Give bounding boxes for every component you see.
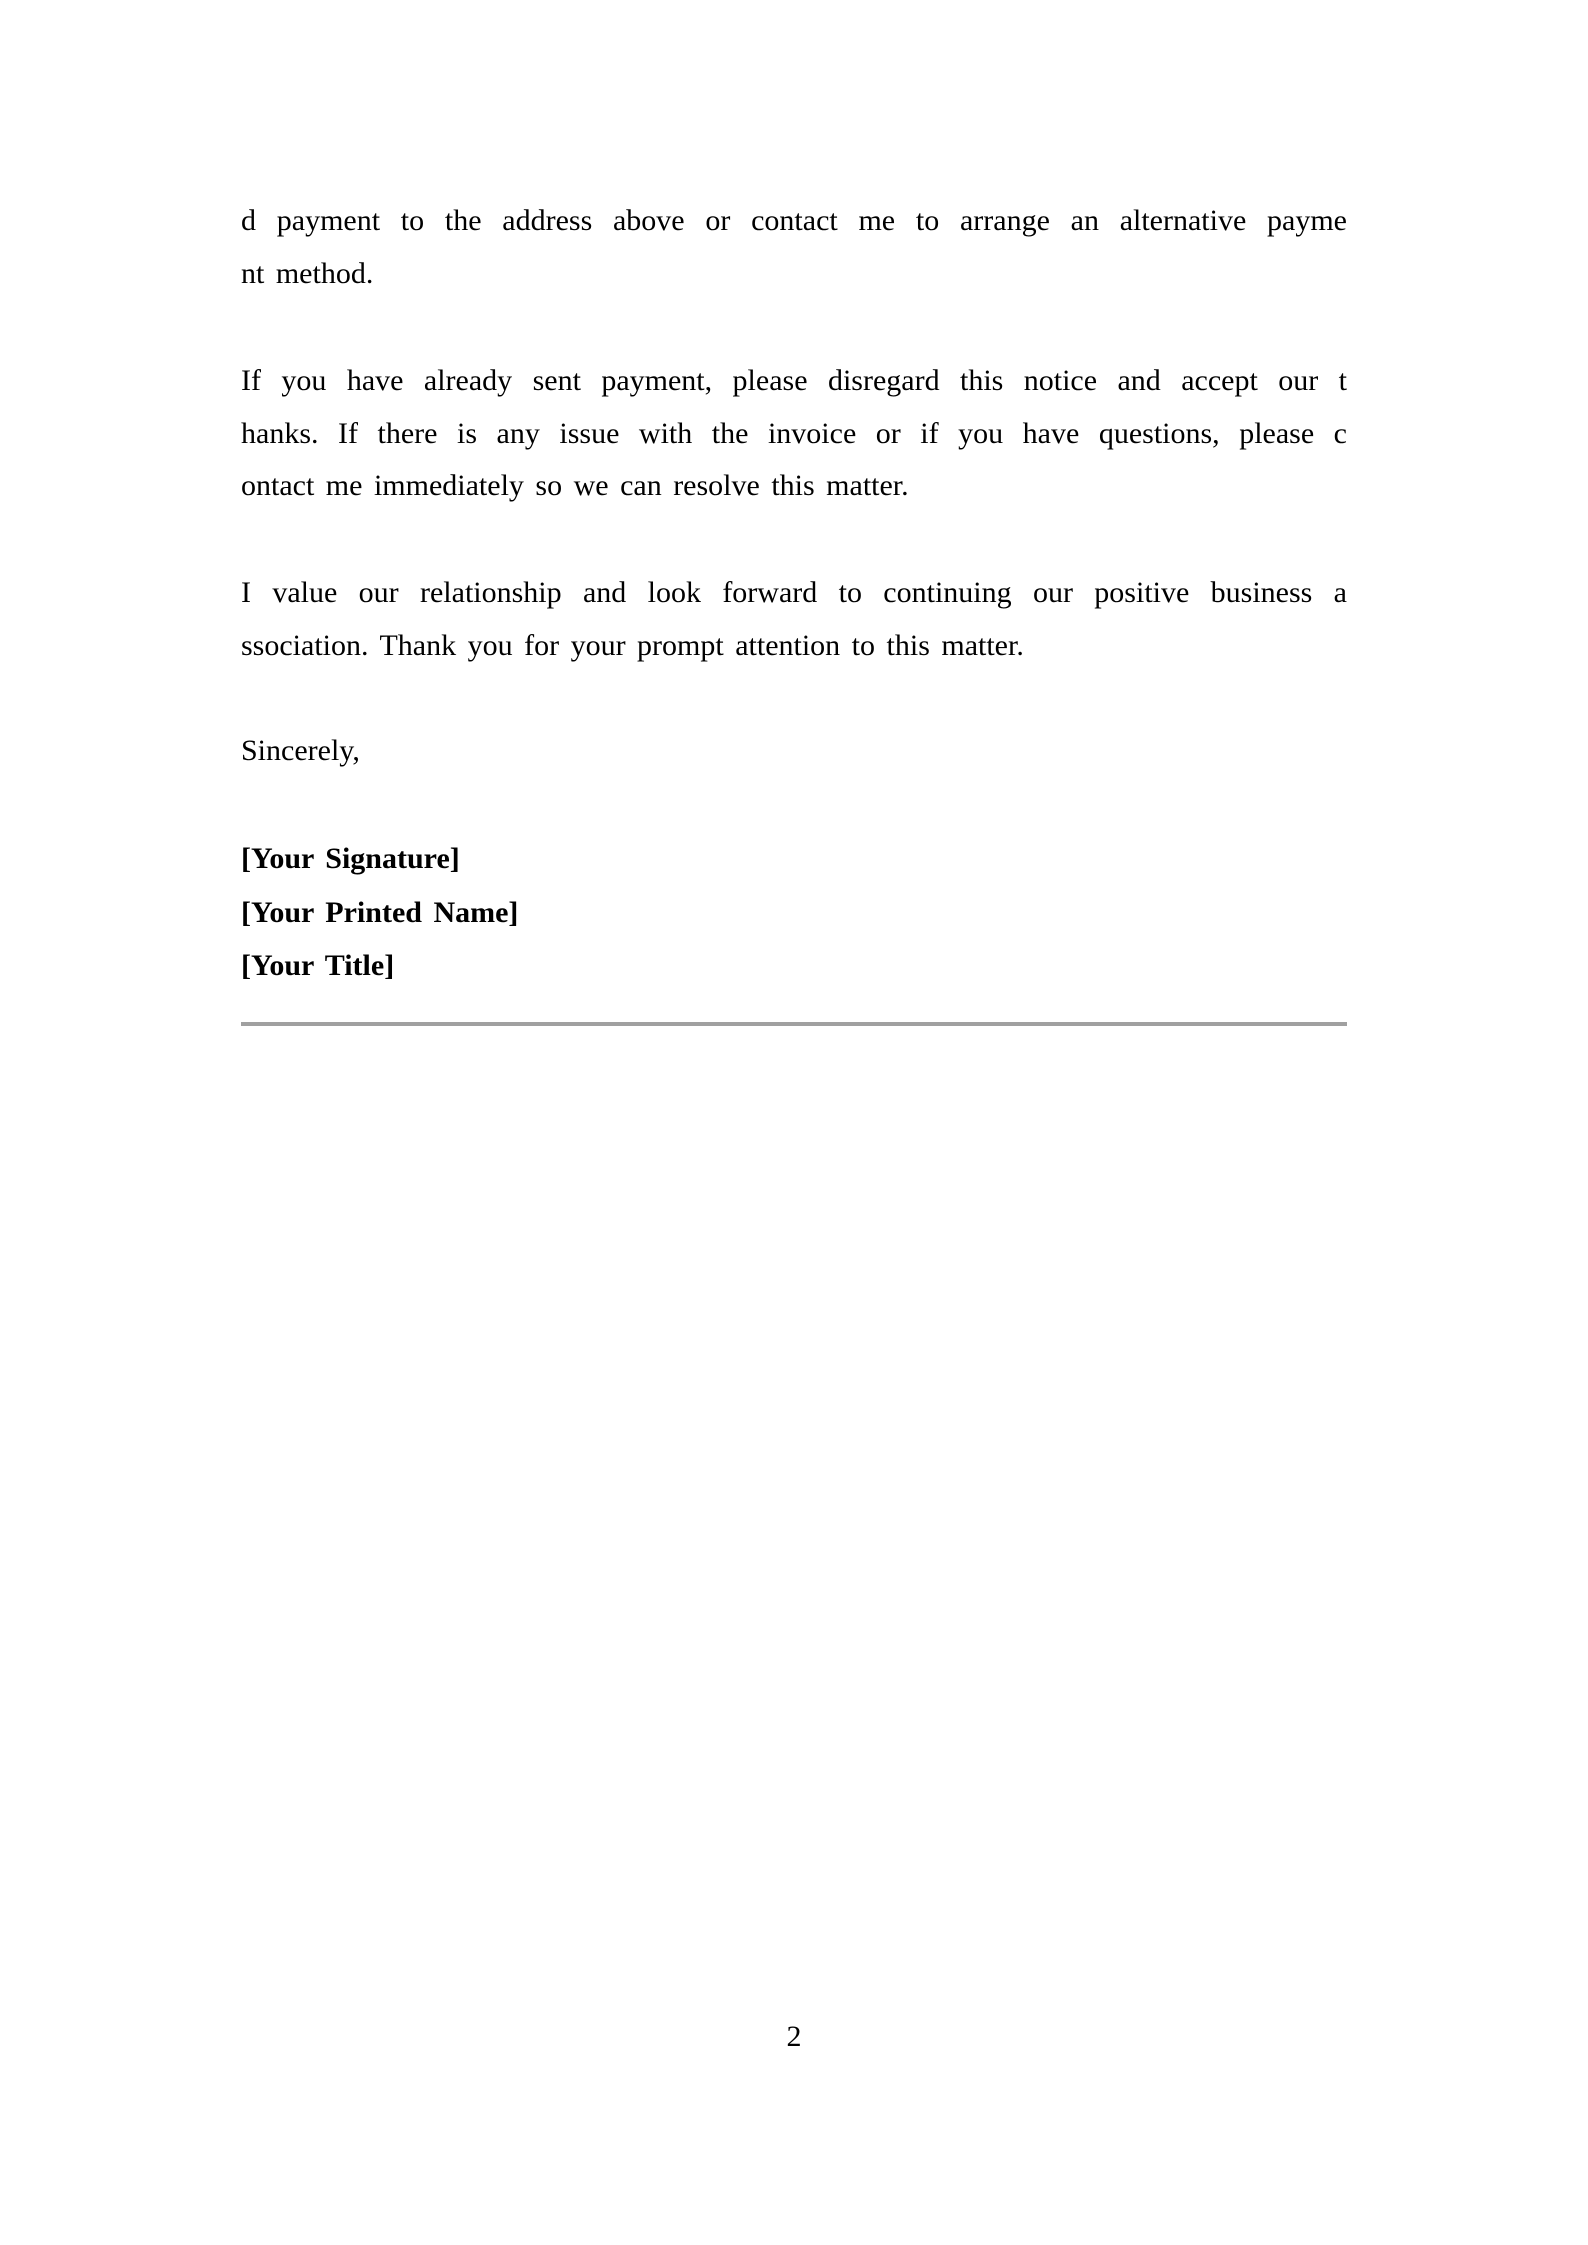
paragraph-3-line-2: ssociation. Thank you for your prompt attention to this matter. [241,629,1024,662]
printed-name-placeholder: [Your Printed Name] [241,896,519,929]
page-number: 2 [786,2020,802,2053]
paragraph-2-line-1: If you have already sent payment, please disregard this notice and accept our t [241,364,1347,397]
paragraph-1-line-2: nt method. [241,257,374,290]
horizontal-divider [241,1022,1347,1026]
closing-salutation: Sincerely, [241,734,360,767]
signature-placeholder: [Your Signature] [241,842,460,875]
title-placeholder: [Your Title] [241,949,395,982]
paragraph-2-line-2: hanks. If there is any issue with the invoice or if you have questions, please c [241,417,1347,450]
paragraph-1-line-1: d payment to the address above or contact me to arrange an alternative payme [241,204,1347,237]
paragraph-3-line-1: I value our relationship and look forward to continuing our positive business a [241,576,1347,609]
paragraph-2-line-3: ontact me immediately so we can resolve this matter. [241,469,909,502]
